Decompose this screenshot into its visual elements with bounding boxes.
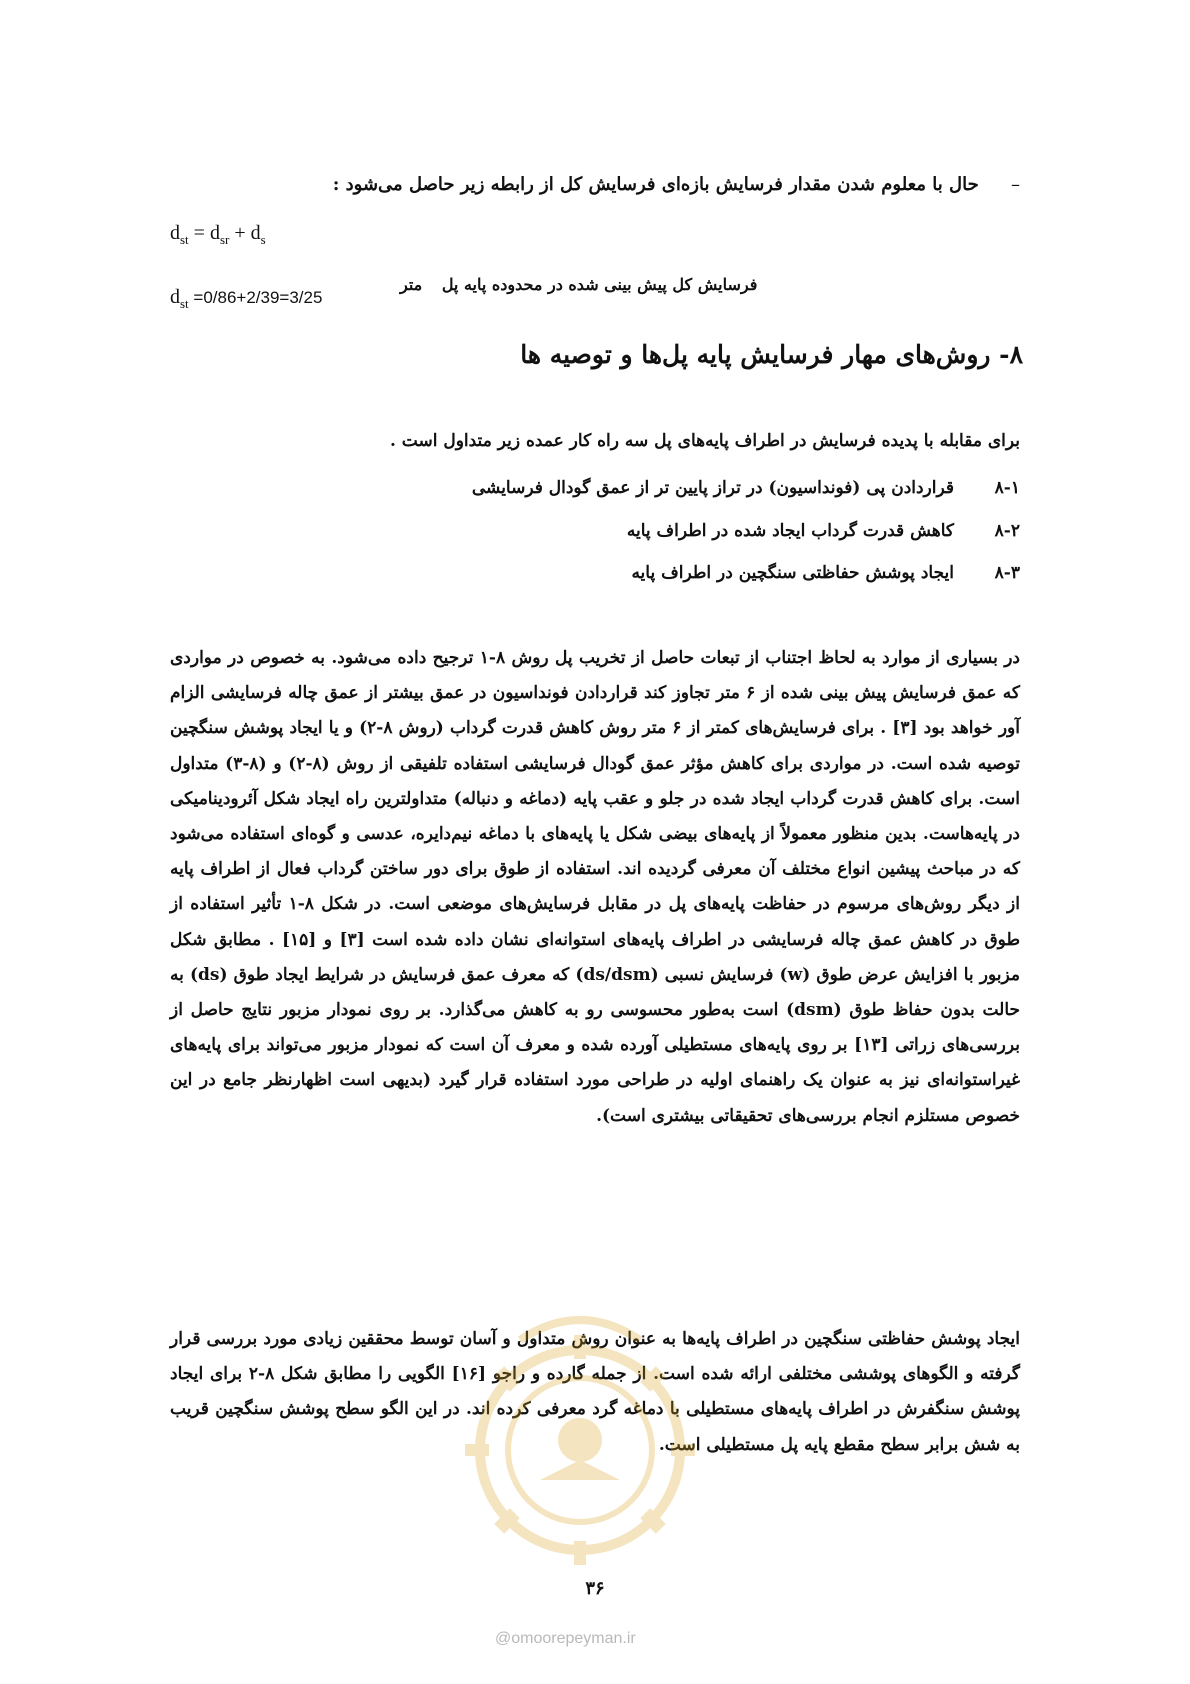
site-watermark: @omoorepeyman.ir [495, 1630, 636, 1647]
intro-line [300, 174, 1020, 195]
section-heading: ۸- روش‌های مهار فرسایش پایه پل‌ها و توصیه ها [520, 340, 1023, 369]
formula-symbol: d [250, 222, 261, 244]
method-number: ۸-۳ [994, 563, 1020, 583]
formula-symbol: d [209, 222, 220, 244]
body-paragraph: ایجاد پوشش حفاظتی سنگچین در اطراف پایه‌ها به عنوان روش متداول و آسان توسط محققین زیادی مورد بررسی قرار گرفته و الگوهای پوششی مختلفی ارائه شده است. از جمله گارده و راجو [۱۶] الگویی را مطابق شکل ۸-۲ برای ایجاد پوشش سنگفرش در اطراف پایه‌های مستطیلی با دماغه گرد معرفی کرده اند. در این الگو سطح پوشش سنگچین قریب به شش برابر سطح مقطع پایه پل مستطیلی است. [170, 1329, 1021, 1455]
lead-sentence: برای مقابله با پدیده فرسایش در اطراف پایه‌های پل سه راه کار عمده زیر متداول است . [389, 431, 1020, 451]
formula-caption [400, 275, 757, 294]
formula-unit: متر [400, 275, 423, 294]
method-text: قراردادن پی (فونداسیون) در تراز پایین تر از عمق گودال فرسایشی [471, 478, 954, 498]
list-dash: – [1011, 174, 1020, 195]
formula-expression: =0/86+2/39=3/25 [188, 288, 323, 307]
method-text: ایجاد پوشش حفاظتی سنگچین در اطراف پایه [631, 563, 954, 583]
method-number: ۸-۱ [994, 478, 1020, 498]
formula-symbol: d [170, 286, 180, 308]
formula-total-scour [170, 222, 266, 248]
intro-text: حال با معلوم شدن مقدار فرسایش بازه‌ای فرسایش کل از رابطه زیر حاصل می‌شود : [332, 174, 979, 195]
formula-symbol: d [170, 222, 180, 244]
formula-subscript: st [180, 232, 189, 247]
page-number: ۳۶ [585, 1578, 605, 1599]
method-item [627, 521, 1020, 541]
formula-caption-text: فرسایش کل پیش بینی شده در محدوده پایه پل [441, 275, 758, 294]
body-paragraph: در بسیاری از موارد به لحاظ اجتناب از تبعات حاصل از تخریب پل روش ۸-۱ ترجیح داده می‌شود. به خصوص در مواردی که عمق فرسایش پیش بینی شده از ۶ متر تجاوز کند قراردادن فونداسیون در عمق بیشتر از عمق چاله فرسایشی الزام آور خواهد بود [۳] . برای فرسایش‌های کمتر از ۶ متر روش کاهش قدرت گرداب (روش ۸-۲) و یا ایجاد پوشش سنگچین توصیه شده است. در مواردی برای کاهش مؤثر عمق گودال فرسایشی استفاده تلفیقی از روش (۸-۲) و (۸-۳) متداول است. برای کاهش قدرت گرداب ایجاد شده در جلو و عقب پایه (دماغه و دنباله) متداولترین راه ایجاد شکل آئرودینامیکی در پایه‌هاست. بدین منظور معمولاً از پایه‌های بیضی شکل یا پایه‌های با دماغه نیم‌دایره، عدسی و گوه‌ای استفاده می‌شود که در مباحث پیشین انواع مختلف آن معرفی گردیده اند. استفاده از طوق برای دور ساختن گرداب فعال از اطراف پایه از دیگر روش‌های مرسوم در حفاظت پایه‌های پل در مقابل فرسایش‌های موضعی است. در شکل ۸-۱ تأثیر استفاده از طوق در کاهش عمق چاله فرسایشی در اطراف پایه‌های استوانه‌ای نشان داده شده است [۳] و [۱۵] . مطابق شکل مزبور با افزایش عرض طوق (w) فرسایش نسبی (ds/dsm) که معرف عمق فرسایش در شرایط ایجاد طوق (ds) به حالت بدون حفاظ طوق (dsm) است به‌طور محسوسی رو به کاهش می‌گذارد. بر روی نمودار مزبور نتایج حاصل از بررسی‌های زراتی [۱۳] بر روی پایه‌های مستطیلی آورده شده و معرف آن است که نمودار مزبور می‌تواند برای پایه‌های غیراستوانه‌ای نیز به عنوان یک راهنمای اولیه در طراحی مورد استفاده قرار گیرد (بدیهی است اظهارنظر جامع در این خصوص مستلزم انجام بررسی‌های تحقیقاتی بیشتری است). [170, 648, 1021, 1126]
formula-subscript: st [180, 296, 189, 311]
method-text: کاهش قدرت گرداب ایجاد شده در اطراف پایه [626, 521, 954, 541]
formula-subscript: s [260, 232, 266, 247]
formula-operator: + [229, 222, 251, 244]
formula-operator: = [188, 222, 210, 244]
formula-subscript: sr [219, 232, 230, 247]
formula-total-scour-value [170, 286, 322, 312]
method-item [631, 563, 1020, 583]
method-item [472, 478, 1020, 498]
method-number: ۸-۲ [994, 521, 1020, 541]
